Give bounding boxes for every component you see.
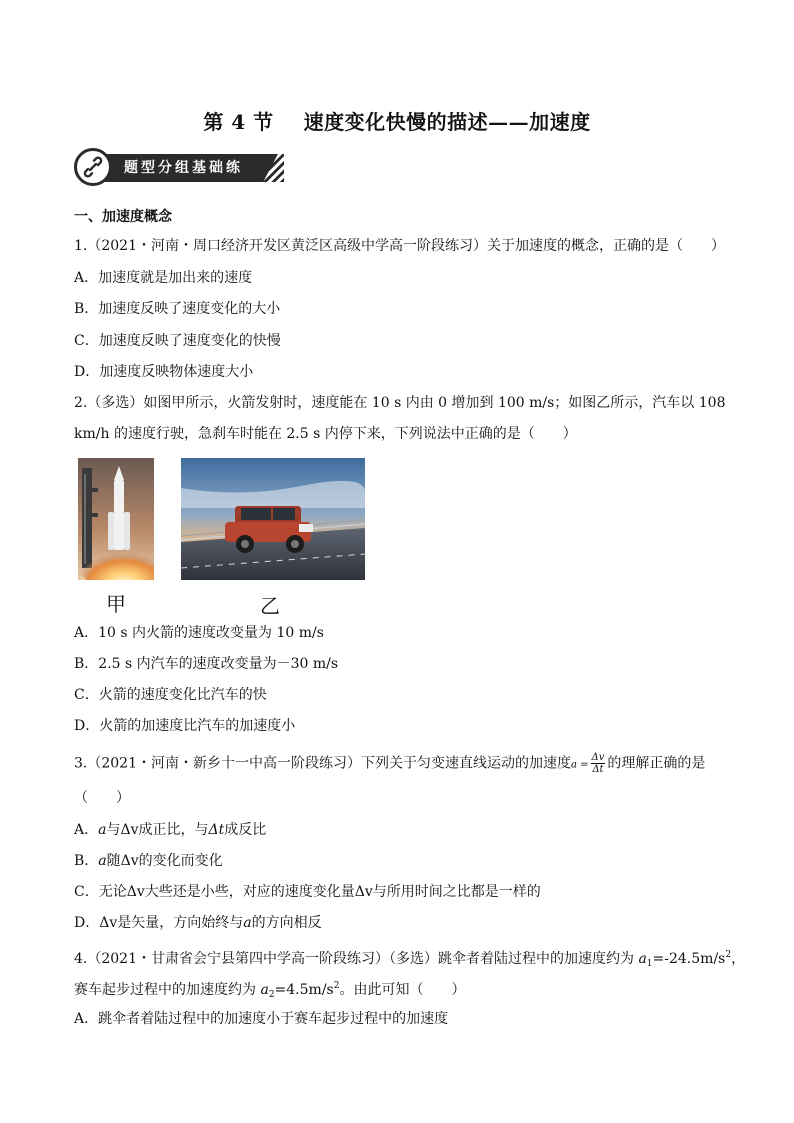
question-1-option-d: D．加速度反映物体速度大小: [74, 364, 254, 380]
formula-fraction: [591, 752, 606, 775]
question-1-option-c: C．加速度反映了速度变化的快慢: [74, 333, 281, 349]
formula-lhs: a =: [570, 759, 589, 771]
question-1-option-a: A．加速度就是加出来的速度: [74, 270, 253, 286]
formula-numerator: Δv: [591, 752, 605, 763]
car-image: [181, 458, 365, 580]
section-heading: 一、加速度概念: [74, 209, 172, 225]
q4-stem2-pre: 赛车起步过程中的加速度约为: [74, 982, 261, 998]
var-a1: a: [638, 951, 647, 967]
question-3-stem-post: 的理解正确的是: [607, 755, 706, 772]
option-a-prefix: A．: [74, 822, 99, 838]
option-b-prefix: B．: [74, 853, 99, 869]
banner-label: 题型分组基础练: [124, 160, 243, 176]
question-3-stem-pre: 3.（2021・河南・新乡十一中高一阶段练习）下列关于匀变速直线运动的加速度: [74, 755, 571, 772]
section-banner: [74, 148, 284, 188]
question-2-option-a: A．10 s 内火箭的速度改变量为 10 m/s: [74, 625, 324, 641]
banner-stripes: [244, 154, 284, 182]
question-2-stem-line2: km/h 的速度行驶，急刹车时能在 2.5 s 内停下来，下列说法中正确的是（ ）: [74, 426, 577, 442]
subscript-1: 1: [646, 959, 653, 969]
q4-stem2-end: 。由此可知（ ）: [339, 982, 466, 998]
formula-denominator: Δt: [592, 764, 604, 775]
question-3-option-c: C．无论Δv大些还是小些，对应的速度变化量Δv与所用时间之比都是一样的: [74, 884, 541, 900]
subscript-2: 2: [268, 990, 275, 1000]
var-a: a: [98, 822, 107, 838]
q4-stem1-pre: 4.（2021・甘肃省会宁县第四中学高一阶段练习）（多选）跳伞者着陆过程中的加速度约为: [74, 951, 639, 967]
option-a-end: 成反比: [224, 822, 267, 838]
question-1-stem: 1.（2021・河南・周口经济开发区黄泛区高级中学高一阶段练习）关于加速度的概念，正确的是（ ）: [74, 238, 725, 254]
question-4-stem-line2: [74, 976, 465, 1005]
question-3-option-d: [74, 913, 322, 933]
section-number: 第 4 节: [203, 110, 274, 134]
rocket-launch-image: [78, 458, 154, 580]
question-2-option-b: B．2.5 s 内汽车的速度改变量为－30 m/s: [74, 656, 339, 672]
caption-left: 甲: [106, 592, 126, 616]
question-4-option-a: A．跳伞者着陆过程中的加速度小于赛车起步过程中的加速度: [74, 1011, 449, 1027]
var-a: a: [243, 915, 252, 931]
question-2-option-c: C．火箭的速度变化比汽车的快: [74, 687, 267, 703]
q4-value-1: =-24.5m/s: [652, 951, 726, 967]
var-a2: a: [260, 982, 269, 998]
question-4-stem-line1: [74, 945, 745, 974]
superscript-2: 2: [333, 981, 340, 991]
question-2-option-d: D．火箭的加速度比汽车的加速度小: [74, 718, 296, 734]
link-icon: [74, 148, 112, 186]
question-3-stem-line2: （ ）: [74, 790, 130, 806]
page-title: [0, 106, 794, 135]
title-text: 速度变化快慢的描述——加速度: [303, 110, 591, 134]
q4-stem1-end: ，: [731, 951, 746, 967]
question-3-stem-line1: [74, 752, 705, 776]
caption-right: 乙: [260, 594, 280, 618]
var-dt: Δt: [208, 822, 225, 838]
q4-value-2: =4.5m/s: [274, 982, 334, 998]
question-2-stem-line1: 2.（多选）如图甲所示，火箭发射时，速度能在 10 s 内由 0 增加到 100 m/s；如图乙所示，汽车以 108: [74, 395, 726, 411]
var-a: a: [98, 853, 107, 869]
option-b-middle: 随Δv的变化而变化: [106, 853, 223, 869]
option-d-post: 的方向相反: [251, 915, 322, 931]
superscript-2: 2: [725, 950, 732, 960]
option-a-middle: 与Δv成正比，与: [106, 822, 209, 838]
option-d-pre: D．Δv是矢量，方向始终与: [74, 915, 244, 931]
question-1-option-b: B．加速度反映了速度变化的大小: [74, 301, 281, 317]
question-3-option-b: [74, 851, 223, 871]
question-3-option-a: [74, 820, 266, 840]
